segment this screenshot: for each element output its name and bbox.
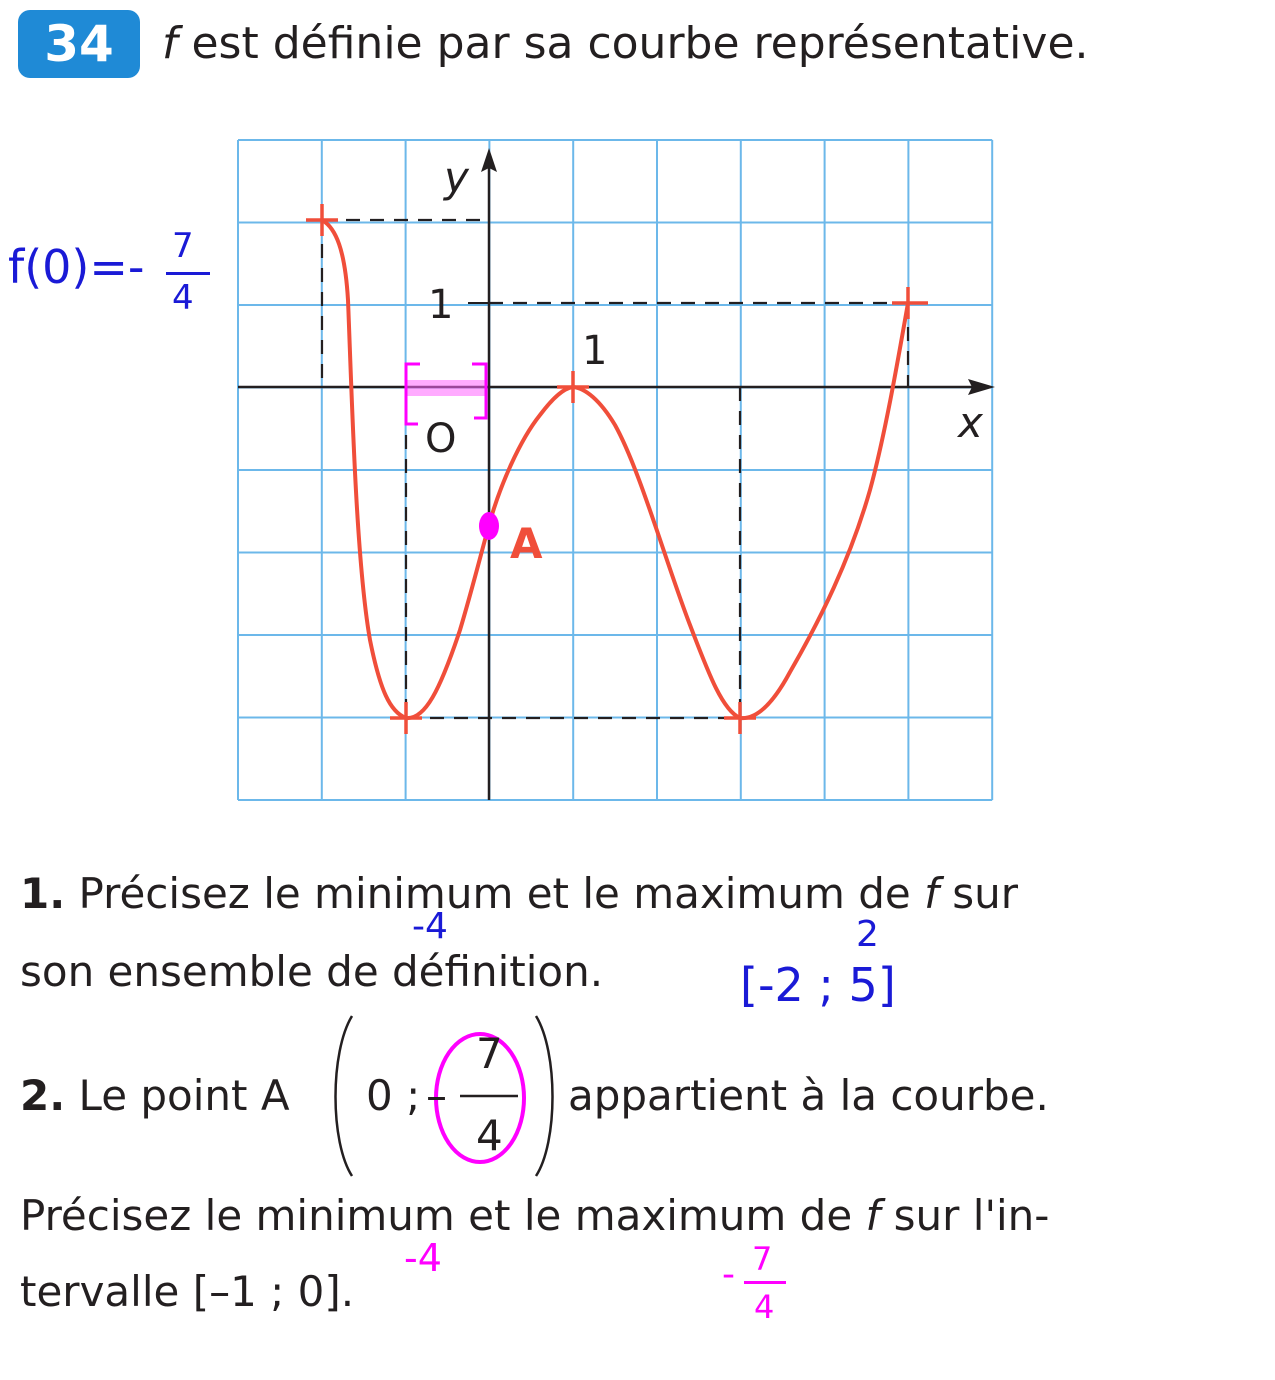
handwritten-q1-interval: [-2 ; 5] [740,958,896,1012]
x-axis-arrow [968,379,995,395]
question-2-number: 2. [20,1071,66,1120]
exercise-number-badge: 34 [18,10,140,78]
y-tick-label-1: 1 [428,282,454,328]
question-1-number: 1. [20,869,66,918]
handwritten-q2-max-bar [744,1281,786,1284]
handwritten-q1-max: 2 [856,914,879,955]
question-2-coord-x: 0 ; [366,1071,421,1120]
origin-label: O [425,416,457,462]
question-2-minus: – [426,1071,447,1120]
statement-text: est définie par sa courbe représentative. [177,18,1089,69]
question-2-line-2 [20,1184,1049,1248]
handwritten-f0-denominator: 4 [172,278,194,318]
handwritten-f0: f(0)=- [8,240,145,294]
handwritten-q2-max-numerator: 7 [752,1240,773,1278]
question-2-text-a: Le point A [65,1071,290,1120]
handwritten-f0-numerator: 7 [172,226,194,266]
question-1-text-b: sur [938,869,1018,918]
question-1-line-2: son ensemble de définition. [20,947,604,996]
question-2-line-1 [20,1064,290,1128]
handwritten-q1-min: -4 [412,906,448,947]
question-2-denominator: 4 [476,1111,503,1160]
question-2-line-3: tervalle [–1 ; 0]. [20,1267,355,1316]
question-1-text-a: Précisez le minimum et le maximum de [65,869,925,918]
question-2-line-2-b: sur l'in- [880,1191,1050,1240]
question-2-text-b: appartient à la courbe. [568,1071,1049,1120]
highlighted-interval [406,364,486,424]
question-2-f: f [865,1191,881,1240]
y-axis-label: y [444,153,469,202]
handwritten-q2-max-denominator: 4 [754,1288,775,1326]
function-name: f [162,18,178,69]
handwritten-f0-bar [166,272,210,275]
question-1-f: f [924,869,939,918]
question-2-line-2-a: Précisez le minimum et le maximum de [20,1191,866,1240]
point-a-label: A [510,519,543,568]
handwritten-q2-min: -4 [404,1236,442,1280]
question-2-numerator: 7 [476,1029,503,1078]
x-axis-label: x [958,398,983,447]
x-tick-label-1: 1 [582,328,608,374]
handwritten-q2-max-sign: - [722,1254,735,1295]
grid [238,140,992,800]
point-a-marker [479,512,499,540]
